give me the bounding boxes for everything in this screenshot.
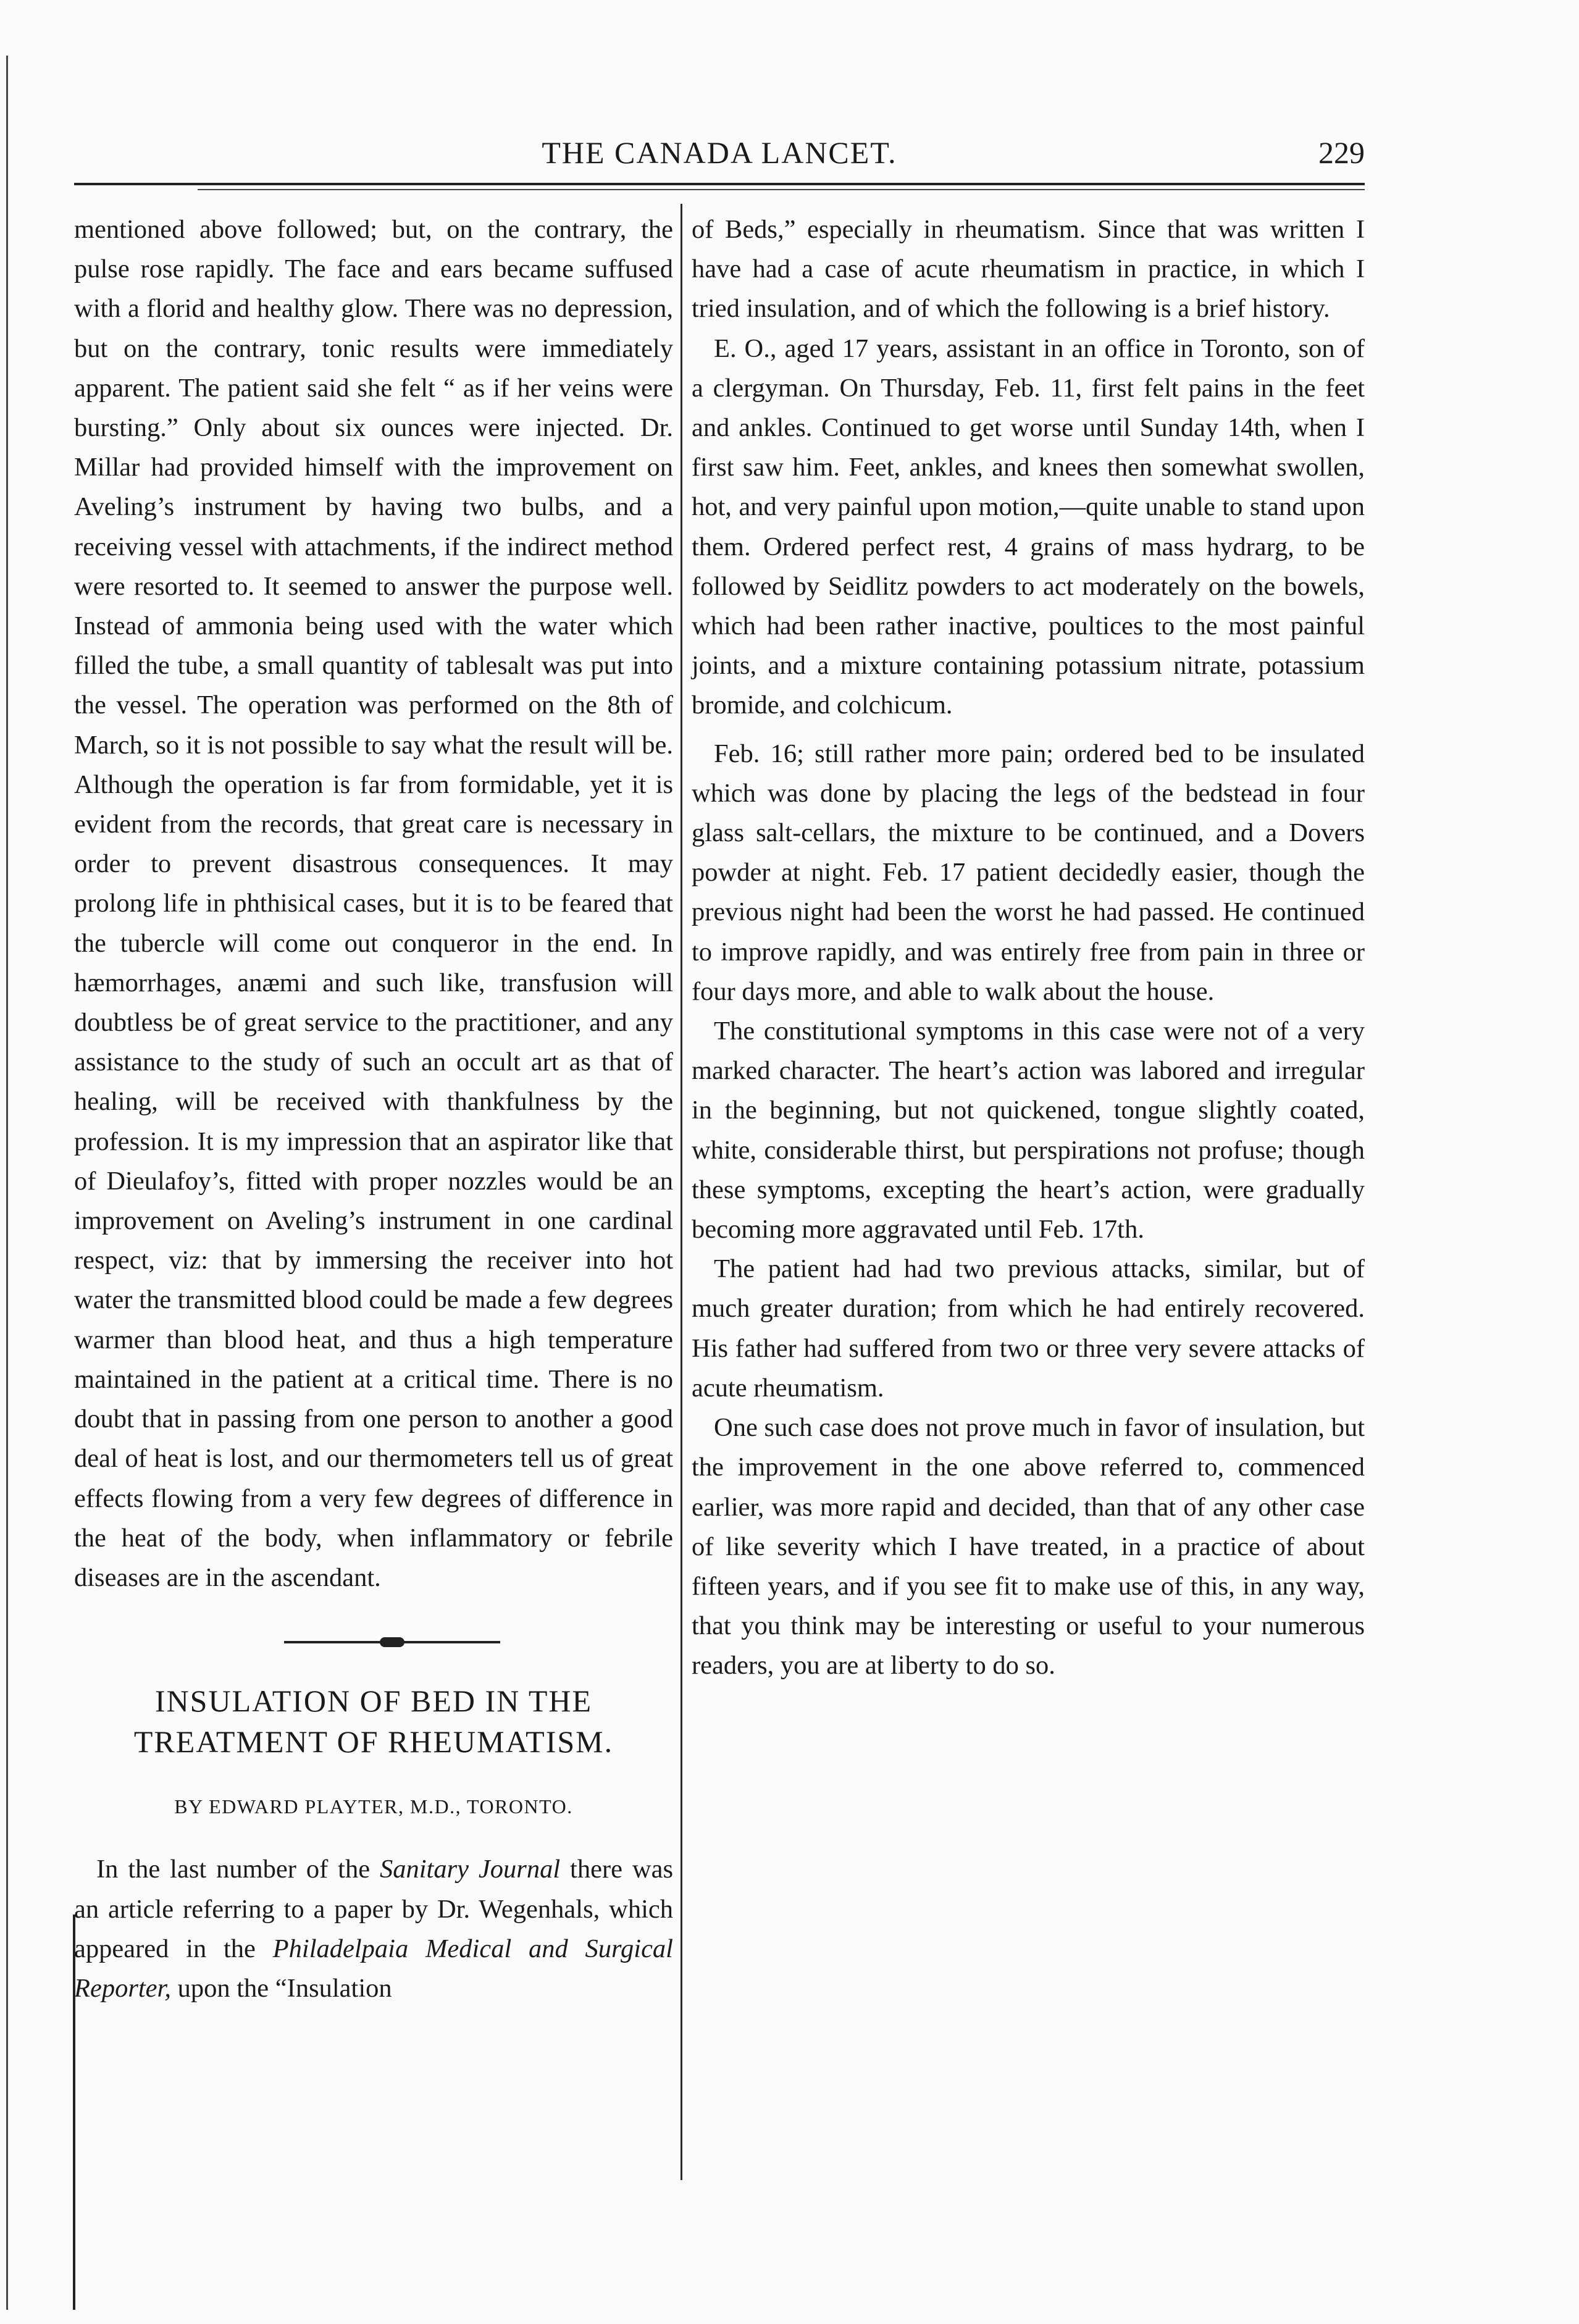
column-divider xyxy=(681,204,682,2180)
right-paragraph-4: The constitutional symptoms in this case were not of a very marked character. The heart’s action was labored and irregular in the beginning, but not quickened, tongue slightly coated, white, considerable thirst, but perspirations not profuse; though these symptoms, excepting the heart’s action, were gradually becoming more aggravated until Feb. 17th. xyxy=(692,1017,1365,1244)
left-paragraph-1: mentioned above followed; but, on the contrary, the pulse rose rapidly. The face and ears became suffused with a florid and healthy glow. There was no depression, but on the contrary, tonic results were immediately apparent. The patient said she felt “ as if her veins were bursting.” Only about six ounces were injected. Dr. Millar had provided himself with the improvement on Aveling’s instrument by having two bulbs, and a receiving vessel with attachments, if the indirect method were resorted to. It seemed to answer the purpose well. Instead of ammonia being used with the water which filled the tube, a small quantity of tablesalt was put into the vessel. The operation was performed on the 8th of March, so it is not possible to say what the result will be. Although the operation is far from formidable, yet it is evident from the records, that great care is necessary in order to prevent disastrous consequences. It may prolong life in phthisical cases, but it is to be feared that the tubercle will come out conqueror in the end. In hæmorrhages, anæmi and such like, transfusion will doubtless be of great service to the practitioner, and any assistance to the study of such an occult art as that of healing, will be received with thankfulness by the profession. It is my impression that an aspirator like that of Dieulafoy’s, fitted with proper nozzles would be an improvement on Aveling’s instrument in one cardinal respect, viz: that by immersing the receiver into hot water the transmitted blood could be made a few degrees warmer than blood heat, and thus a high temperature maintained in the patient at a critical time. There is no doubt that in passing from one person to another a good deal of heat is lost, and our thermometers tell us of great effects flowing from a very few degrees of difference in the heat of the body, when inflammatory or febrile diseases are in the ascendant. xyxy=(74,215,673,1592)
section-divider-ornament xyxy=(284,1641,500,1643)
intro-text-2: there was an article referring to a paper by Dr. Wegenhals, which appeared in the xyxy=(74,1855,673,1963)
right-paragraph-3: Feb. 16; still rather more pain; ordered bed to be insulated which was done by placing the legs of the bedstead in four glass salt-cellars, the mixture to be continued, and a Dovers powder at night. Feb. 17 patient decidedly easier, though the previous night had been the worst he had passed. He continued to improve rapidly, and was entirely free from pain in three or four days more, and able to walk about the house. xyxy=(692,739,1365,1006)
right-column xyxy=(692,210,1365,1686)
intro-text-3: upon the “Insulation xyxy=(171,1973,392,2003)
right-paragraph-5: The patient had had two previous attacks, similar, but of much greater duration; from which he had entirely recovered. His father had suffered from two or three very severe attacks of acute rheumatism. xyxy=(692,1254,1365,1403)
article-intro xyxy=(74,1850,673,2008)
left-column xyxy=(74,210,673,2008)
page-header xyxy=(74,135,1365,178)
intro-text-1: In the last number of the xyxy=(96,1855,380,1884)
page-edge-line xyxy=(6,56,8,2310)
article-byline: BY EDWARD PLAYTER, M.D., TORONTO. xyxy=(174,1795,573,1818)
header-rule-thin xyxy=(198,189,1365,190)
right-paragraph-6: One such case does not prove much in favor of insulation, but the improvement in the one above referred to, commenced earlier, was more rapid and decided, than that of any other case of like severity which I have treated, in a practice of about fifteen years, and if you see fit to make use of this, in any way, that you think may be interesting or useful to your numerous readers, you are at liberty to do so. xyxy=(692,1413,1365,1680)
article-heading: INSULATION OF BED IN THE TREATMENT OF RHEUMATISM. xyxy=(133,1684,614,1760)
journal-title: THE CANADA LANCET. xyxy=(542,135,897,170)
page-number: 229 xyxy=(1318,135,1365,170)
right-paragraph-2: E. O., aged 17 years, assistant in an office in Toronto, son of a clergyman. On Thursday, Feb. 11, first felt pains in the feet and ankles. Continued to get worse until Sunday 14th, when I first saw him. Feet, ankles, and knees then somewhat swollen, hot, and very painful upon motion,—quite unable to stand upon them. Ordered perfect rest, 4 grains of mass hydrarg, to be followed by Seidlitz powders to act moderately on the bowels, which had been rather inactive, poultices to the most painful joints, and a mixture containing potassium nitrate, potassium bromide, and colchicum. xyxy=(692,333,1365,720)
journal-name-reporter: Philadelpaia Medical and Surgical Reporter, xyxy=(74,1934,673,2003)
header-rule xyxy=(74,183,1365,185)
right-paragraph-1: of Beds,” especially in rheumatism. Since that was written I have had a case of acute rheumatism in practice, in which I tried insulation, and of which the following is a brief history. xyxy=(692,215,1365,324)
journal-name-sanitary: Sanitary Journal xyxy=(379,1855,561,1884)
